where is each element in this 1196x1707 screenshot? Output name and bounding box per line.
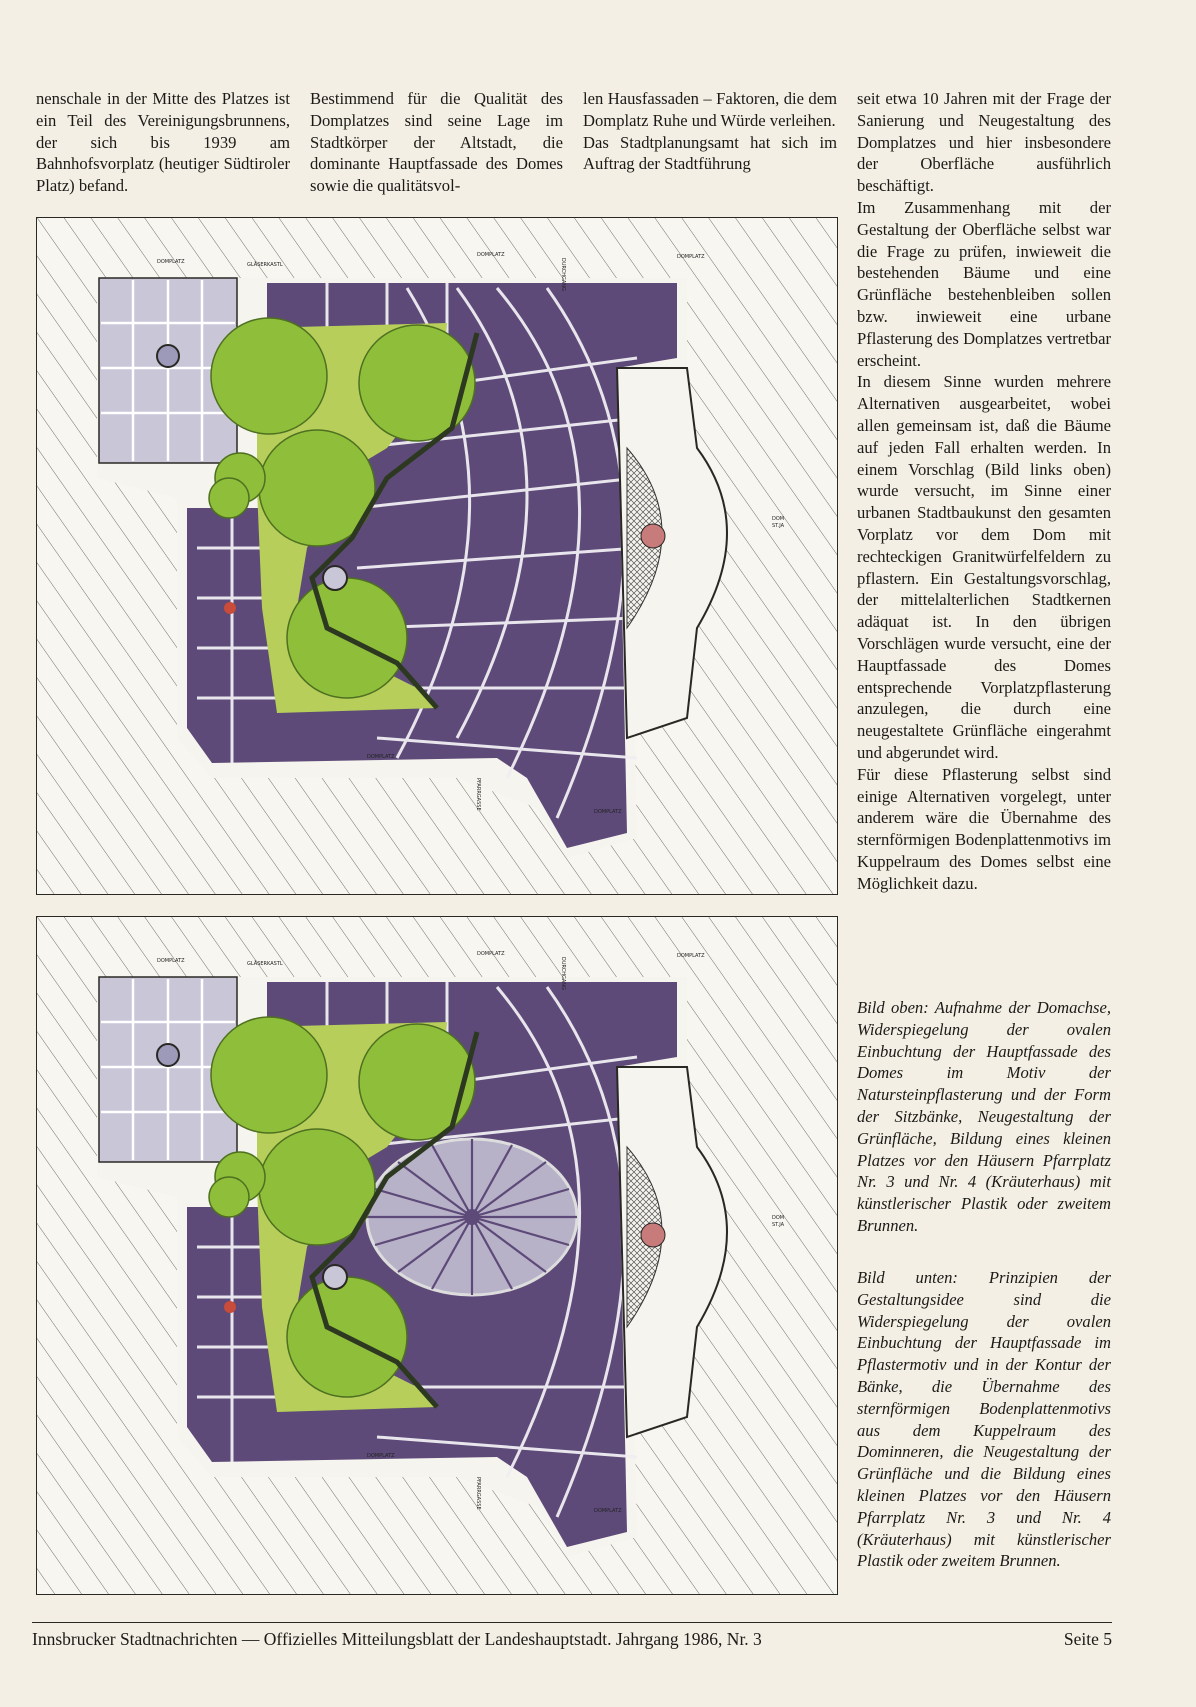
label-pfarrgasse: PFARRGASSE [475,778,481,811]
label-domplatz: DOMPLATZ [594,1508,622,1514]
sculpture-icon [224,1301,236,1313]
paragraph: Für diese Pflasterung selbst sind einige Alternativen vorgelegt, unter anderem wäre die Übernahme des sternförmigen Bodenplattenmotivs im Kuppelraum des Domes selbst eine Möglichkeit dazu. [857,764,1111,893]
label-domplatz: DOMPLATZ [157,958,185,964]
label-st-ja: ST.JA [772,1222,785,1228]
fountain-icon [323,566,347,590]
paragraph: Bestimmend für die Qualität des Domplatzes sind seine Lage im Stadtkörper der Altstadt, die dominante Hauptfassade des Domes sowie die qualitätsvol- [310,89,563,196]
label-domplatz: DOMPLATZ [157,259,185,265]
tree [359,1024,475,1140]
label-domplatz: DOMPLATZ [477,951,505,957]
label-dom: DOM [772,1215,785,1221]
fountain-icon [157,1044,179,1066]
page-number: Seite 5 [1063,1629,1112,1649]
label-durchgang: DURCHGANG [560,258,566,291]
page-footer [32,1622,1112,1650]
site-plan-bottom [36,916,838,1595]
label-dom: DOM [772,516,785,522]
label-pfarrgasse: PFARRGASSE [475,1477,481,1510]
text-column-4 [857,88,1111,894]
label-durchgang: DURCHGANG [560,957,566,990]
tree [209,478,249,518]
label-glaeserkastl: GLÄSERKASTL [247,961,283,967]
text-column-3 [583,88,837,175]
paragraph: seit etwa 10 Jahren mit der Frage der Sanierung und Neugestaltung des Domplatzes und hier insbesondere der Oberfläche ausführlich beschäftigt. [857,89,1111,196]
tree [209,1177,249,1217]
label-domplatz: DOMPLATZ [367,754,395,760]
label-domplatz: DOMPLATZ [367,1453,395,1459]
sculpture-icon [224,602,236,614]
caption-top: Bild oben: Aufnahme der Domachse, Widerspiegelung der ovalen Einbuchtung der Hauptfassade des Domes im Motiv der Natursteinpflasterung und der Form der Sitzbänke, Neugestaltung der Grünfläche, Bildung eines kleinen Platzes vor den Häusern Pfarrplatz Nr. 3 und Nr. 4 (Kräuterhaus) mit künstlerischer Plastik oder zweitem Brunnen. [857,998,1111,1235]
paragraph: Im Zusammenhang mit der Gestaltung der Oberfläche selbst war die Frage zu prüfen, inwieweit die bestehenden Bäume und eine Grünfläche bestehenbleiben sollen bzw. inwieweit eine urbane Pflasterung des Domplatzes vertretbar erscheint. [857,197,1111,370]
tree [211,1017,327,1133]
label-domplatz: DOMPLATZ [477,252,505,258]
tree [211,318,327,434]
star-motif-icon [641,524,665,548]
plan-drawing [37,917,837,1594]
site-plan-top [36,217,838,895]
text-column-1 [36,88,290,197]
fountain-icon [157,345,179,367]
paragraph: Das Stadtplanungsamt hat sich im Auftrag der Stadtführung [583,132,837,174]
label-domplatz: DOMPLATZ [677,953,705,959]
paragraph: len Hausfassaden – Faktoren, die dem Domplatz Ruhe und Würde verleihen. [583,89,837,130]
caption-bottom: Bild unten: Prinzipien der Gestaltungsidee sind die Widerspiegelung der ovalen Einbuchtung der Hauptfassade im Pflastermotiv und in der Kontur der Bänke, die Übernahme des sternförmigen Bodenplattenmotivs aus dem Kuppelraum des Dominneren, die Neugestaltung der Grünfläche und die Bildung eines kleinen Platzes vor den Häusern Pfarrplatz Nr. 3 und Nr. 4 (Kräuterhaus) mit künstlerischer Plastik oder zweitem Brunnen. [857,1268,1111,1571]
text-column-2 [310,88,563,197]
paragraph: In diesem Sinne wurden mehrere Alternativen ausgearbeitet, wobei allen gemeinsam ist, daß die Bäume auf jeden Fall erhalten werden. In einem Vorschlag (Bild links oben) wurde versucht, im Sinne einer urbanen Stadtbaukunst den gesamten Vorplatz vor dem Dom mit rechteckigen Granitwürfelfeldern zu pflastern. Ein Gestaltungsvorschlag, der mittelalterlichen Stadtkernen adäquat ist. In den übrigen Vorschlägen wurde versucht, eine der Hauptfassade des Domes entsprechende Vorplatzpflasterung anzulegen, die durch eine neugestaltete Grünfläche eingerahmt und abgerundet wird. [857,372,1111,762]
tree [359,325,475,441]
label-domplatz: DOMPLATZ [594,809,622,815]
label-glaeserkastl: GLÄSERKASTL [247,262,283,268]
plan-drawing [37,218,837,894]
fountain-icon [323,1265,347,1289]
publication-title: Innsbrucker Stadtnachrichten — Offizielles Mitteilungsblatt der Landeshauptstadt. Jahrgang 1986, Nr. 3 [32,1629,762,1649]
paragraph: nenschale in der Mitte des Platzes ist ein Teil des Vereinigungsbrunnens, der sich bis 1939 am Bahnhofsvorplatz (heutiger Südtiroler Platz) befand. [36,89,290,196]
label-domplatz: DOMPLATZ [677,254,705,260]
star-motif-icon [641,1223,665,1247]
label-st-ja: ST.JA [772,523,785,529]
